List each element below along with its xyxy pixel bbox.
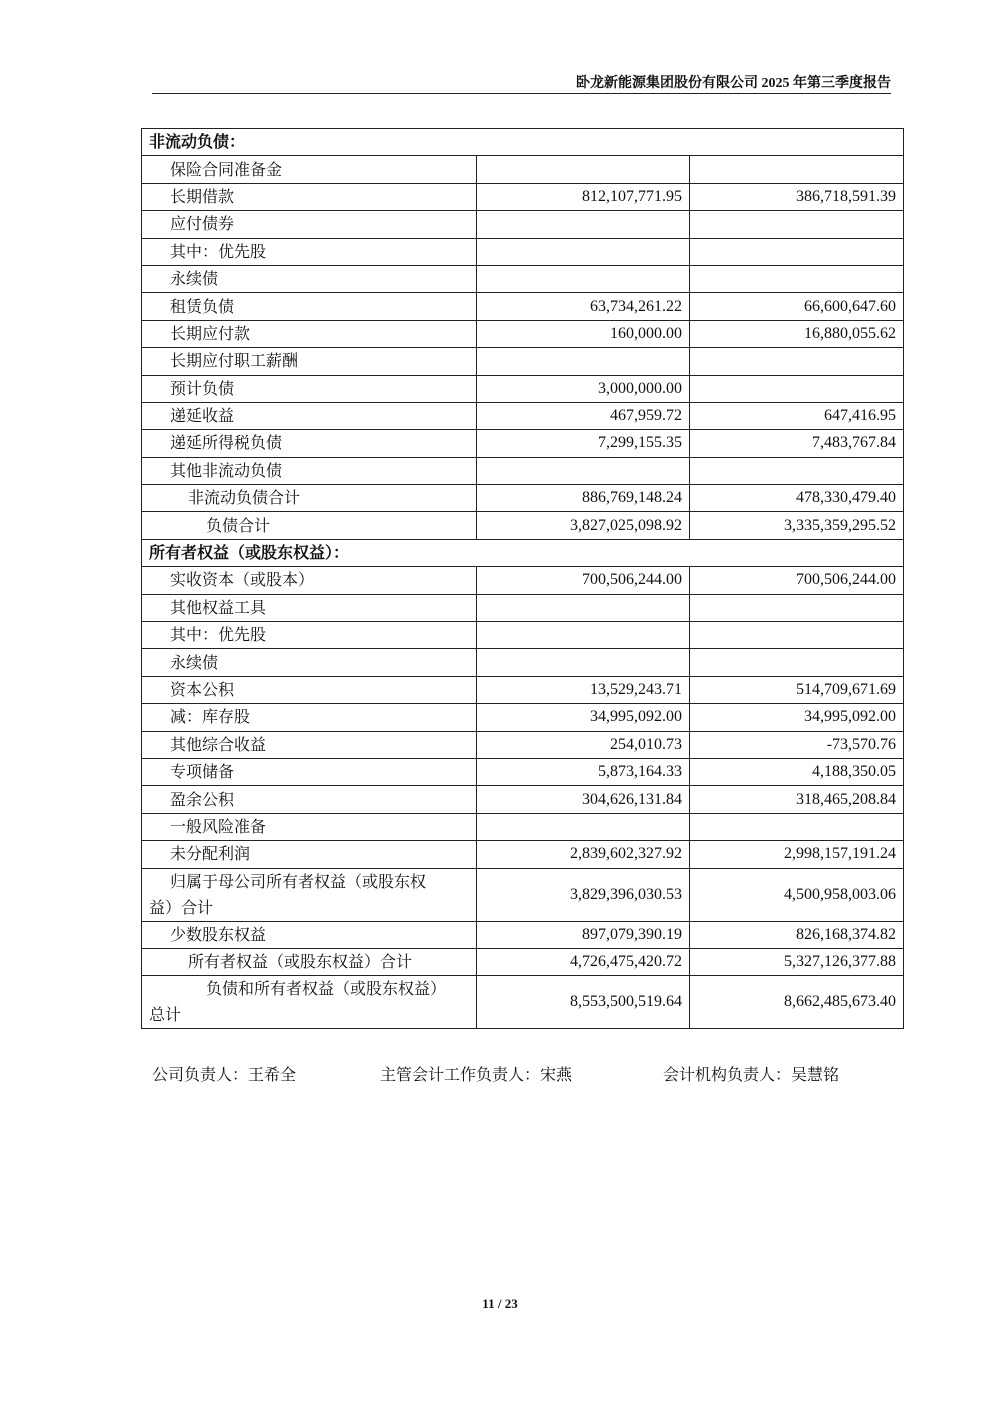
line-item-label: 其他非流动负债 — [142, 457, 477, 484]
line-item-label: 其他权益工具 — [142, 594, 477, 621]
current-period-value: 4,726,475,420.72 — [477, 948, 690, 975]
table-row — [142, 841, 904, 868]
current-period-value: 897,079,390.19 — [477, 921, 690, 948]
table-row — [142, 512, 904, 539]
line-item-label: 一般风险准备 — [142, 813, 477, 840]
table-row — [142, 731, 904, 758]
line-item-label: 非流动负债合计 — [142, 485, 477, 512]
line-item-label: 减：库存股 — [142, 704, 477, 731]
current-period-value: 3,827,025,098.92 — [477, 512, 690, 539]
current-period-value: 7,299,155.35 — [477, 430, 690, 457]
line-item-label: 其中：优先股 — [142, 622, 477, 649]
table-row — [142, 238, 904, 265]
current-period-value: 3,829,396,030.53 — [477, 868, 690, 921]
line-item-label: 少数股东权益 — [142, 921, 477, 948]
line-item-label: 租赁负债 — [142, 293, 477, 320]
table-row — [142, 594, 904, 621]
prior-period-value: 826,168,374.82 — [690, 921, 904, 948]
current-period-value — [477, 813, 690, 840]
section-header-row — [142, 129, 904, 156]
report-header: 卧龙新能源集团股份有限公司 2025 年第三季度报告 — [576, 76, 891, 91]
table-row — [142, 813, 904, 840]
table-row — [142, 622, 904, 649]
line-item-label: 专项储备 — [142, 758, 477, 785]
current-period-value — [477, 594, 690, 621]
line-item-label: 永续债 — [142, 649, 477, 676]
prior-period-value: 700,506,244.00 — [690, 567, 904, 594]
table-row — [142, 265, 904, 292]
line-item-label — [142, 868, 477, 921]
line-item-label: 长期借款 — [142, 183, 477, 210]
prior-period-value — [690, 238, 904, 265]
company-head-signature: 公司负责人：王希全 — [152, 1065, 297, 1084]
prior-period-value — [690, 265, 904, 292]
balance-sheet-table — [141, 128, 904, 1029]
table-row — [142, 430, 904, 457]
current-period-value — [477, 211, 690, 238]
line-item-label-part-1: 负债和所有者权益（或股东权益） — [206, 979, 447, 999]
page-number: 11 / 23 — [482, 1296, 518, 1311]
table-row — [142, 758, 904, 785]
line-item-label: 盈余公积 — [142, 786, 477, 813]
line-item-label-part-1: 归属于母公司所有者权益（或股东权 — [170, 871, 427, 891]
table-row — [142, 676, 904, 703]
line-item-label: 负债合计 — [142, 512, 477, 539]
current-period-value — [477, 622, 690, 649]
table-row — [142, 976, 904, 1029]
table-row — [142, 293, 904, 320]
line-item-label: 预计负债 — [142, 375, 477, 402]
table-row — [142, 320, 904, 347]
line-item-label: 递延所得税负债 — [142, 430, 477, 457]
table-row — [142, 786, 904, 813]
prior-period-value: 386,718,591.39 — [690, 183, 904, 210]
prior-period-value: 5,327,126,377.88 — [690, 948, 904, 975]
balance-sheet-body — [142, 129, 904, 1029]
current-period-value: 2,839,602,327.92 — [477, 841, 690, 868]
prior-period-value: 34,995,092.00 — [690, 704, 904, 731]
current-period-value: 304,626,131.84 — [477, 786, 690, 813]
prior-period-value: -73,570.76 — [690, 731, 904, 758]
prior-period-value: 514,709,671.69 — [690, 676, 904, 703]
prior-period-value: 318,465,208.84 — [690, 786, 904, 813]
current-period-value: 34,995,092.00 — [477, 704, 690, 731]
prior-period-value — [690, 813, 904, 840]
table-row — [142, 921, 904, 948]
section-header-row — [142, 539, 904, 566]
prior-period-value: 3,335,359,295.52 — [690, 512, 904, 539]
line-item-label: 未分配利润 — [142, 841, 477, 868]
table-row — [142, 567, 904, 594]
line-item-label: 其他综合收益 — [142, 731, 477, 758]
line-item-label — [142, 976, 477, 1029]
prior-period-value: 478,330,479.40 — [690, 485, 904, 512]
table-row — [142, 348, 904, 375]
current-period-value: 5,873,164.33 — [477, 758, 690, 785]
table-row — [142, 948, 904, 975]
prior-period-value — [690, 375, 904, 402]
table-row — [142, 485, 904, 512]
prior-period-value: 4,500,958,003.06 — [690, 868, 904, 921]
signature-line — [152, 1062, 892, 1086]
current-period-value: 63,734,261.22 — [477, 293, 690, 320]
prior-period-value — [690, 649, 904, 676]
current-period-value — [477, 238, 690, 265]
prior-period-value: 66,600,647.60 — [690, 293, 904, 320]
current-period-value: 3,000,000.00 — [477, 375, 690, 402]
accounting-head-signature: 主管会计工作负责人：宋燕 — [380, 1065, 573, 1084]
line-item-label: 应付债券 — [142, 211, 477, 238]
prior-period-value — [690, 457, 904, 484]
current-period-value: 254,010.73 — [477, 731, 690, 758]
current-period-value: 8,553,500,519.64 — [477, 976, 690, 1029]
line-item-label: 所有者权益（或股东权益）合计 — [142, 948, 477, 975]
current-period-value: 13,529,243.71 — [477, 676, 690, 703]
prior-period-value — [690, 348, 904, 375]
table-row — [142, 183, 904, 210]
prior-period-value — [690, 211, 904, 238]
table-row — [142, 375, 904, 402]
table-row — [142, 211, 904, 238]
accounting-org-head-signature: 会计机构负责人：吴慧铭 — [663, 1065, 840, 1084]
current-period-value: 812,107,771.95 — [477, 183, 690, 210]
prior-period-value — [690, 594, 904, 621]
section-title: 所有者权益（或股东权益）： — [142, 539, 904, 566]
table-row — [142, 402, 904, 429]
current-period-value: 886,769,148.24 — [477, 485, 690, 512]
prior-period-value: 647,416.95 — [690, 402, 904, 429]
current-period-value — [477, 156, 690, 183]
prior-period-value: 16,880,055.62 — [690, 320, 904, 347]
current-period-value — [477, 265, 690, 292]
table-row — [142, 704, 904, 731]
line-item-label: 资本公积 — [142, 676, 477, 703]
prior-period-value: 7,483,767.84 — [690, 430, 904, 457]
section-title: 非流动负债： — [142, 129, 904, 156]
table-row — [142, 457, 904, 484]
prior-period-value: 8,662,485,673.40 — [690, 976, 904, 1029]
current-period-value: 700,506,244.00 — [477, 567, 690, 594]
line-item-label: 其中：优先股 — [142, 238, 477, 265]
line-item-label: 长期应付款 — [142, 320, 477, 347]
prior-period-value — [690, 622, 904, 649]
prior-period-value: 2,998,157,191.24 — [690, 841, 904, 868]
line-item-label-part-2: 总计 — [149, 1005, 182, 1025]
current-period-value: 467,959.72 — [477, 402, 690, 429]
line-item-label: 递延收益 — [142, 402, 477, 429]
line-item-label: 保险合同准备金 — [142, 156, 477, 183]
line-item-label: 实收资本（或股本） — [142, 567, 477, 594]
current-period-value — [477, 457, 690, 484]
header-rule — [152, 93, 891, 94]
table-row — [142, 649, 904, 676]
current-period-value — [477, 348, 690, 375]
table-row — [142, 868, 904, 921]
prior-period-value — [690, 156, 904, 183]
line-item-label-part-2: 益）合计 — [149, 897, 214, 917]
line-item-label: 永续债 — [142, 265, 477, 292]
table-row — [142, 156, 904, 183]
current-period-value: 160,000.00 — [477, 320, 690, 347]
prior-period-value: 4,188,350.05 — [690, 758, 904, 785]
line-item-label: 长期应付职工薪酬 — [142, 348, 477, 375]
current-period-value — [477, 649, 690, 676]
